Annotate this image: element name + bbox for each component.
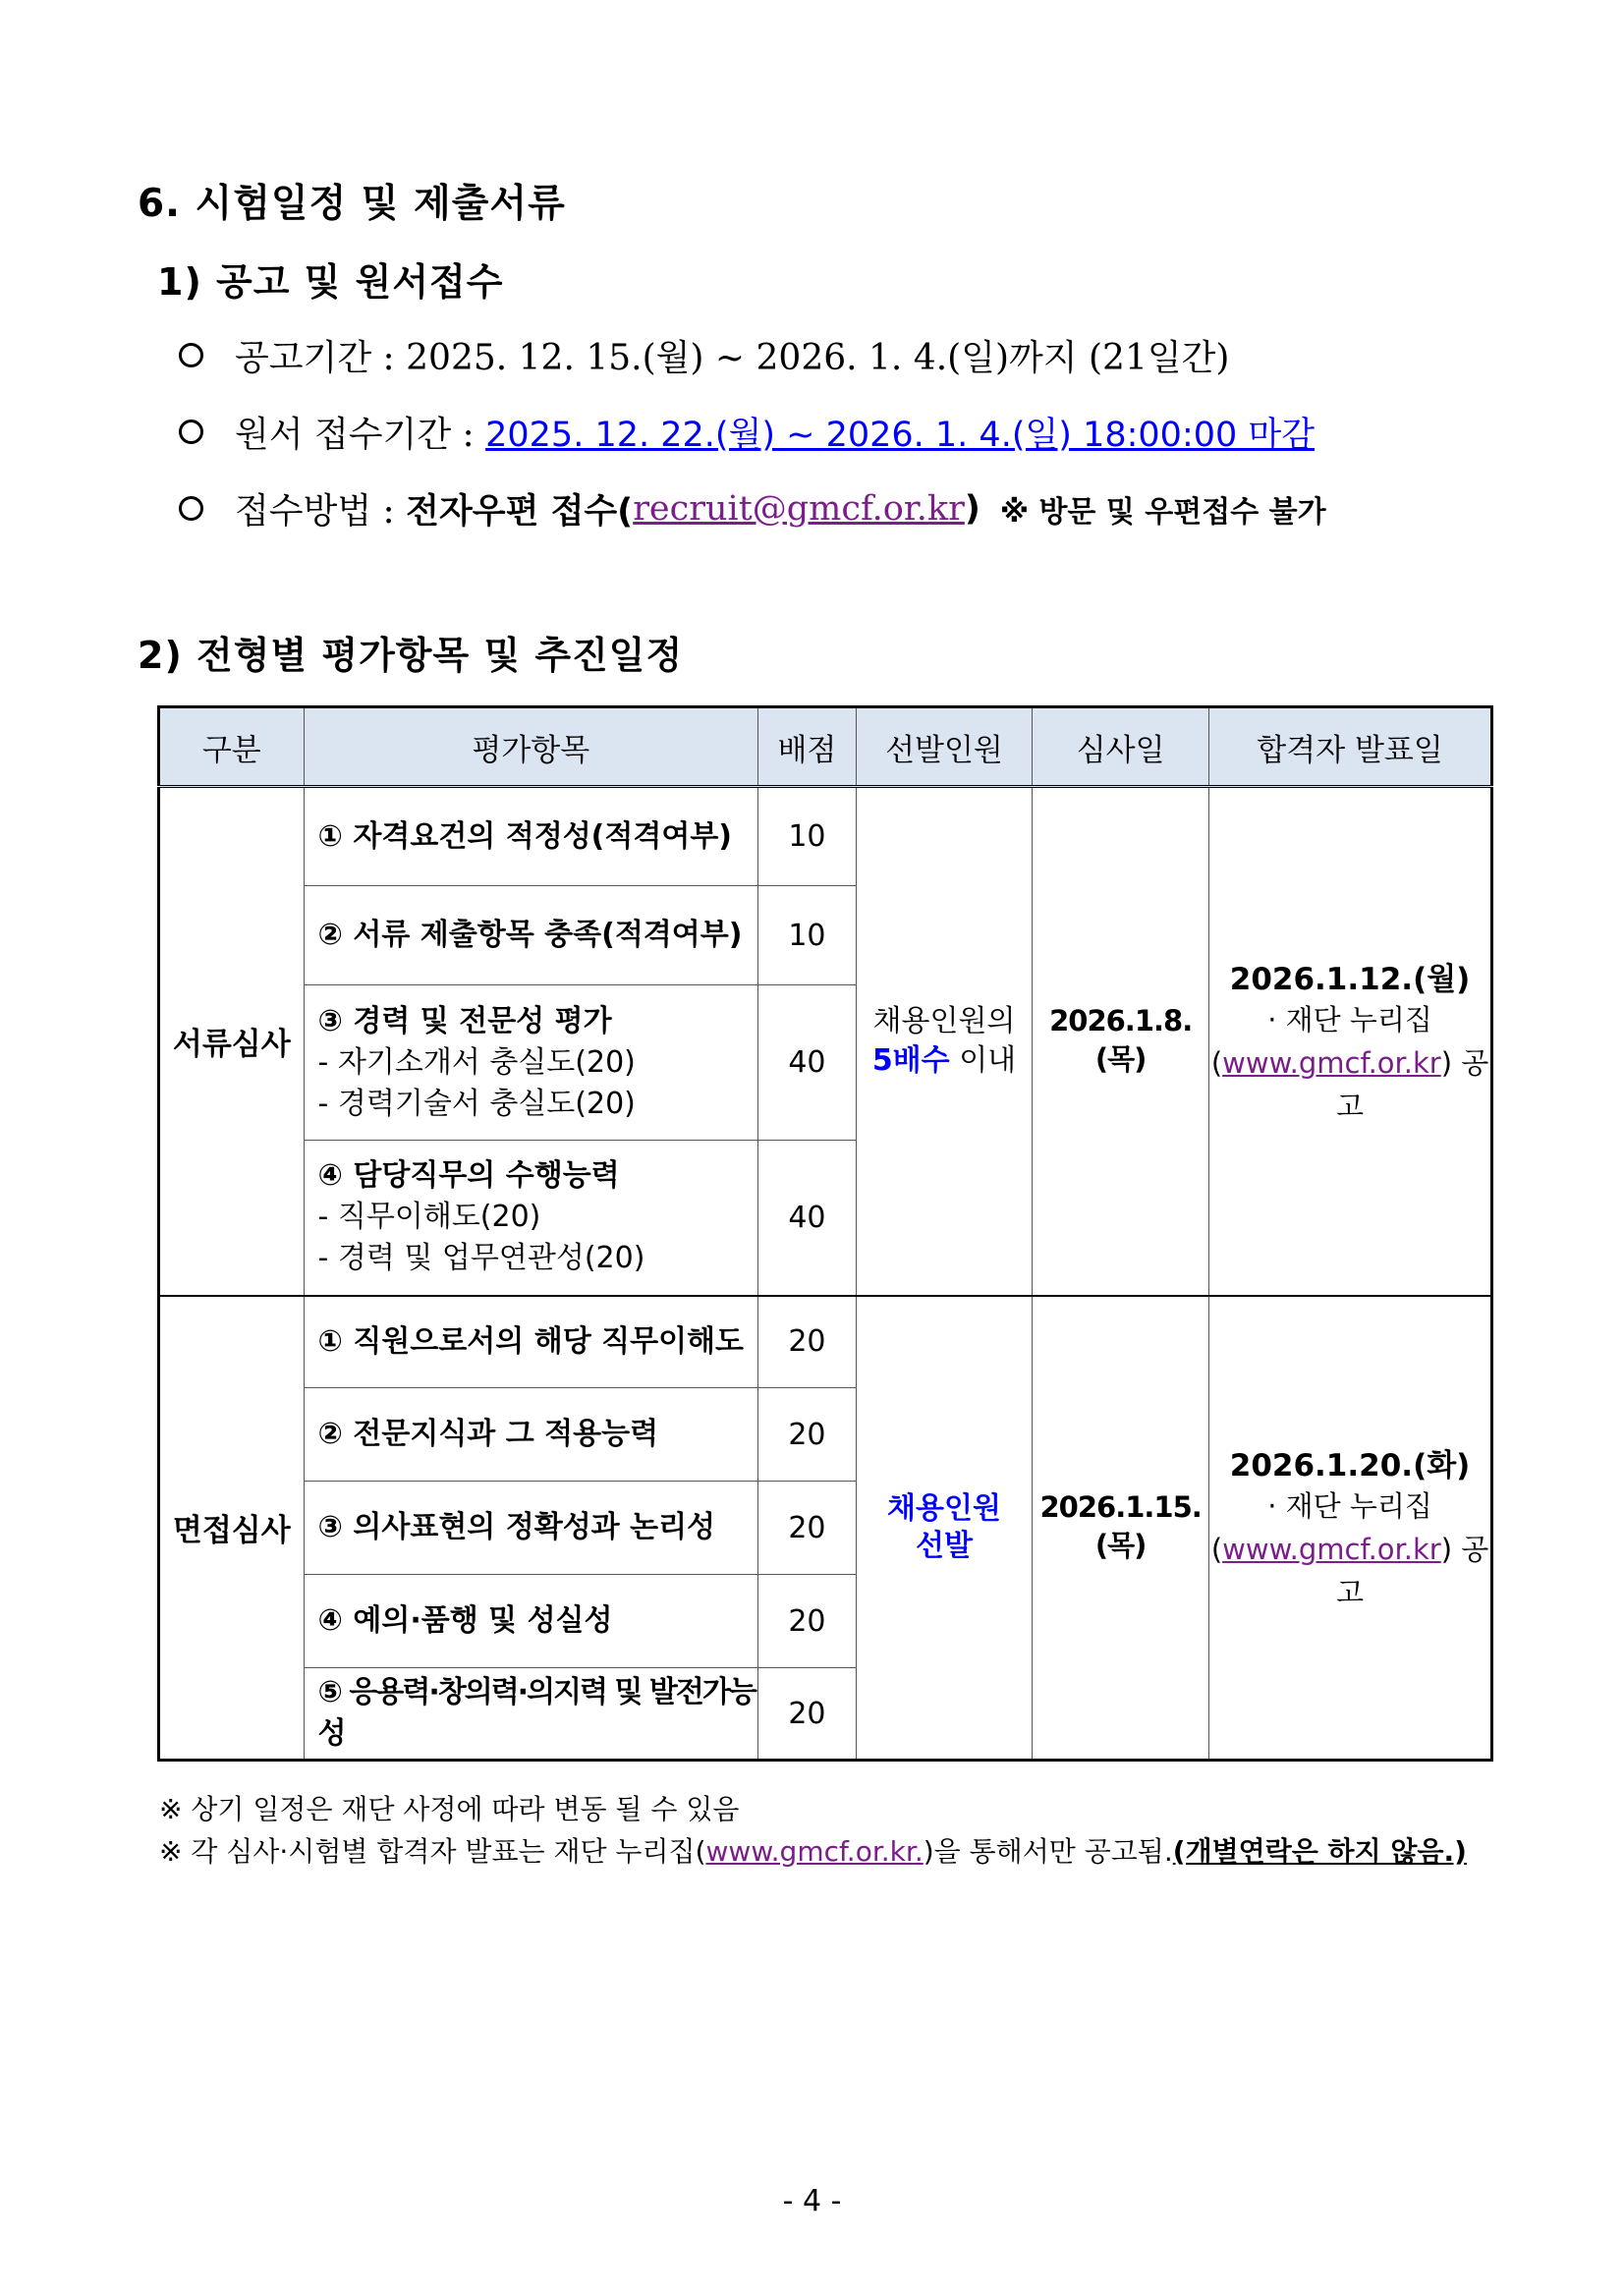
page-number: - 4 - — [782, 2184, 842, 2218]
eval-item: ③ 경력 및 전문성 평가 - 자기소개서 충실도(20) - 경력기술서 충실도(20) — [304, 985, 757, 1141]
score-cell: 10 — [758, 886, 857, 985]
notice-period-label: 공고기간 : — [235, 338, 395, 378]
score-cell: 40 — [758, 985, 857, 1141]
score-cell: 40 — [758, 1141, 857, 1296]
notice-period-value: 2025. 12. 15.(월) ~ 2026. 1. 4.(일)까지 (21일간) — [406, 338, 1230, 378]
header-announce-date: 합격자 발표일 — [1209, 707, 1492, 787]
notice-period-row — [179, 330, 1229, 380]
eval-item: ⑤ 응용력·창의력·의지력 및 발전가능성 — [304, 1668, 757, 1761]
note-schedule-change: ※ 상기 일정은 재단 사정에 따라 변동 될 수 있음 — [159, 1793, 740, 1825]
bullet-circle-icon — [179, 343, 203, 367]
eval-item: ② 서류 제출항목 충족(적격여부) — [304, 886, 757, 985]
header-eval-item: 평가항목 — [304, 707, 757, 787]
eval-item: ④ 예의·품행 및 성실성 — [304, 1575, 757, 1668]
category-doc-review: 서류심사 — [159, 787, 305, 1296]
section-title: 6. 시험일정 및 제출서류 — [138, 182, 566, 226]
announce-doc: 2026.1.12.(월) · 재단 누리집 (www.gmcf.or.kr) 공고 — [1209, 787, 1492, 1296]
application-period-value: 2025. 12. 22.(월) ~ 2026. 1. 4.(일) 18:00:00 마감 — [485, 415, 1316, 455]
table-row — [159, 787, 1492, 886]
recruit-email-link[interactable]: recruit@gmcf.or.kr — [633, 488, 965, 529]
score-cell: 20 — [758, 1575, 857, 1668]
score-cell: 20 — [758, 1482, 857, 1575]
score-cell: 20 — [758, 1388, 857, 1482]
application-method-label: 접수방법 : — [235, 491, 395, 532]
gmcf-site-link[interactable]: www.gmcf.or.kr. — [705, 1835, 924, 1868]
application-method-row — [179, 483, 1326, 533]
announce-interview: 2026.1.20.(화) · 재단 누리집 (www.gmcf.or.kr) 공고 — [1209, 1296, 1492, 1761]
note-announcement: ※ 각 심사·시험별 합격자 발표는 재단 누리집(www.gmcf.or.kr.)을 통해서만 공고됨.(개별연락은 하지 않음.) — [159, 1835, 1467, 1868]
application-method-text: 전자우편 접수( — [406, 491, 634, 532]
header-score: 배점 — [758, 707, 857, 787]
eval-item: ③ 의사표현의 정확성과 논리성 — [304, 1482, 757, 1575]
eval-item: ① 직원으로서의 해당 직무이해도 — [304, 1296, 757, 1388]
application-method-close: ) — [964, 488, 980, 529]
selection-interview: 채용인원 선발 — [856, 1296, 1032, 1761]
table-header-row — [159, 707, 1492, 787]
header-selection: 선발인원 — [856, 707, 1032, 787]
eval-item: ② 전문지식과 그 적용능력 — [304, 1388, 757, 1482]
score-cell: 20 — [758, 1668, 857, 1761]
selection-doc-review: 채용인원의 5배수 이내 — [856, 787, 1032, 1296]
eval-item: ① 자격요건의 적정성(적격여부) — [304, 787, 757, 886]
header-category: 구분 — [159, 707, 305, 787]
review-date-interview: 2026.1.15.(목) — [1033, 1296, 1209, 1761]
review-date-doc: 2026.1.8.(목) — [1033, 787, 1209, 1296]
application-period-label: 원서 접수기간 : — [235, 415, 475, 455]
schedule-table — [157, 705, 1493, 1762]
category-interview: 면접심사 — [159, 1296, 305, 1761]
gmcf-site-link[interactable]: www.gmcf.or.kr — [1222, 1046, 1441, 1081]
sub2-title: 2) 전형별 평가항목 및 추진일정 — [138, 634, 684, 677]
application-period-row — [179, 407, 1315, 457]
application-method-note: ※ 방문 및 우편접수 불가 — [999, 494, 1326, 530]
score-cell: 20 — [758, 1296, 857, 1388]
gmcf-site-link[interactable]: www.gmcf.or.kr — [1222, 1533, 1441, 1567]
bullet-circle-icon — [179, 420, 203, 444]
table-row — [159, 1296, 1492, 1388]
bullet-circle-icon — [179, 496, 203, 521]
score-cell: 10 — [758, 787, 857, 886]
eval-item: ④ 담당직무의 수행능력 - 직무이해도(20) - 경력 및 업무연관성(20) — [304, 1141, 757, 1296]
header-review-date: 심사일 — [1033, 707, 1209, 787]
sub1-title: 1) 공고 및 원서접수 — [157, 260, 504, 304]
